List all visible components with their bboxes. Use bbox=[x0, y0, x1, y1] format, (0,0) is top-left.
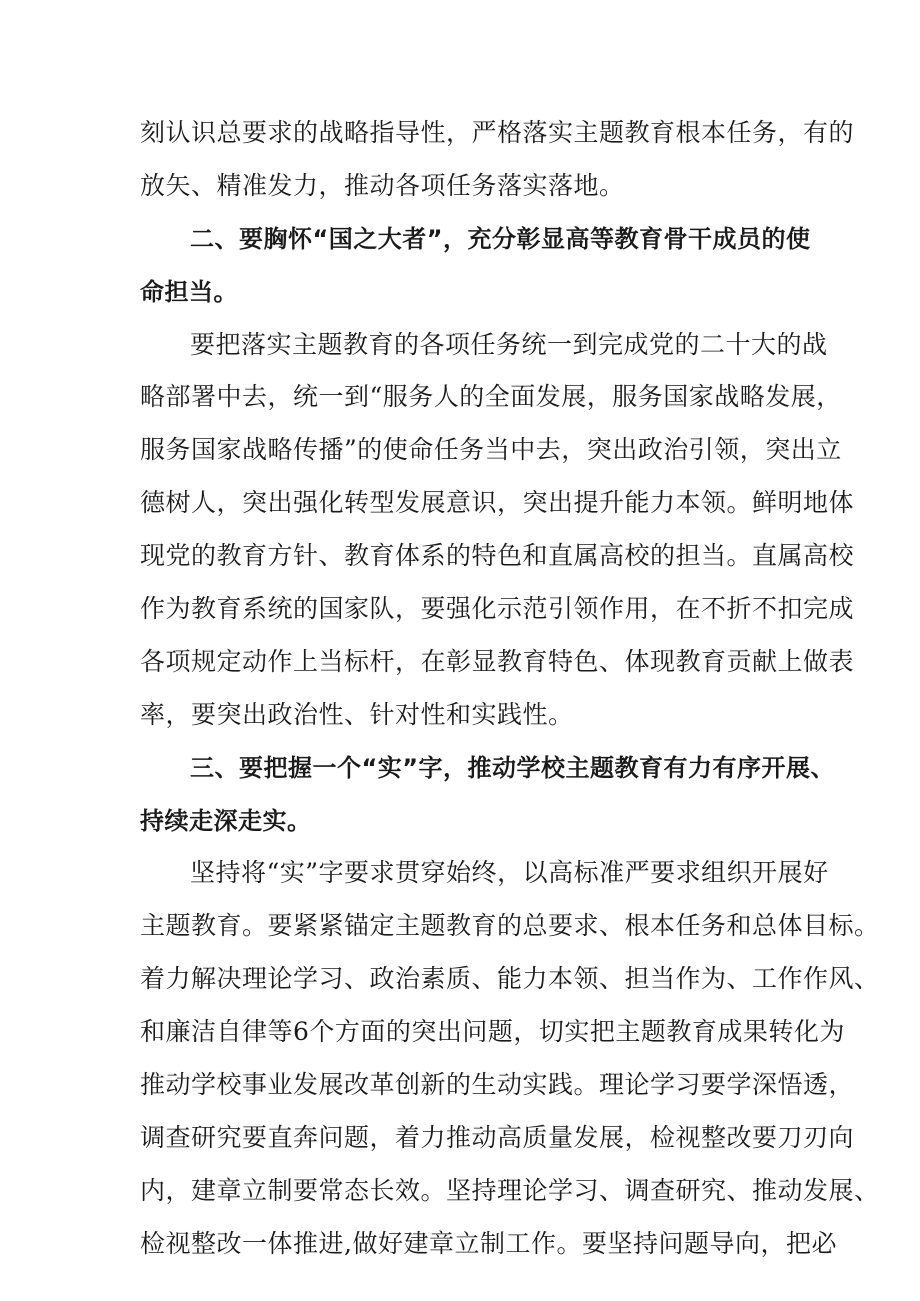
text-line: 推动学校事业发展改革创新的生动实践。理论学习要学深悟透， bbox=[140, 1070, 855, 1100]
text-line: 内，建章立制要常态长效。坚持理论学习、调查研究、推动发展、 bbox=[140, 1175, 880, 1205]
text-line: 着力解决理论学习、政治素质、能力本领、担当作为、工作作风、 bbox=[140, 964, 880, 994]
section-heading-3 bbox=[140, 742, 836, 848]
text-line: 和廉洁自律等6个方面的突出问题，切实把主题教育成果转化为 bbox=[140, 1017, 845, 1047]
text-line: 调查研究要直奔问题，着力推动高质量发展，检视整改要刀刃向 bbox=[140, 1122, 855, 1152]
heading-line: 二、要胸怀“国之大者”，充分彰显高等教育骨干成员的使 bbox=[190, 224, 811, 253]
document-body bbox=[140, 107, 880, 1271]
text-line: 坚持将“实”字要求贯穿始终，以高标准严要求组织开展好 bbox=[190, 858, 829, 888]
paragraph-section-3-body bbox=[140, 847, 880, 1270]
text-line: 各项规定动作上当标杆，在彰显教育特色、体现教育贡献上做表 bbox=[140, 646, 855, 676]
text-line: 检视整改一体推进,做好建章立制工作。要坚持问题导向，把必 bbox=[140, 1228, 837, 1258]
text-line: 服务国家战略传播”的使命任务当中去，突出政治引领，突出立 bbox=[140, 435, 842, 465]
text-line: 作为教育系统的国家队，要强化示范引领作用，在不折不扣完成 bbox=[140, 594, 855, 624]
text-line: 率，要突出政治性、针对性和实践性。 bbox=[140, 699, 574, 729]
section-heading-2 bbox=[140, 213, 811, 319]
paragraph-continuation bbox=[140, 107, 855, 213]
paragraph-section-2-body bbox=[140, 319, 855, 742]
text-line: 略部署中去，统一到“服务人的全面发展，服务国家战略发展， bbox=[140, 382, 842, 412]
heading-line: 三、要把握一个“实”字，推动学校主题教育有力有序开展、 bbox=[190, 753, 836, 782]
text-line: 现党的教育方针、教育体系的特色和直属高校的担当。直属高校 bbox=[140, 541, 855, 571]
heading-line: 命担当。 bbox=[140, 277, 238, 306]
text-line: 主题教育。要紧紧锚定主题教育的总要求、根本任务和总体目标。 bbox=[140, 911, 880, 941]
text-line: 德树人，突出强化转型发展意识，突出提升能力本领。鲜明地体 bbox=[140, 488, 855, 518]
heading-line: 持续走深走实。 bbox=[140, 806, 312, 835]
text-line: 放矢、精准发力，推动各项任务落实落地。 bbox=[140, 170, 625, 200]
text-line: 要把落实主题教育的各项任务统一到完成党的二十大的战 bbox=[190, 329, 828, 359]
text-line: 刻认识总要求的战略指导性，严格落实主题教育根本任务，有的 bbox=[140, 118, 855, 147]
